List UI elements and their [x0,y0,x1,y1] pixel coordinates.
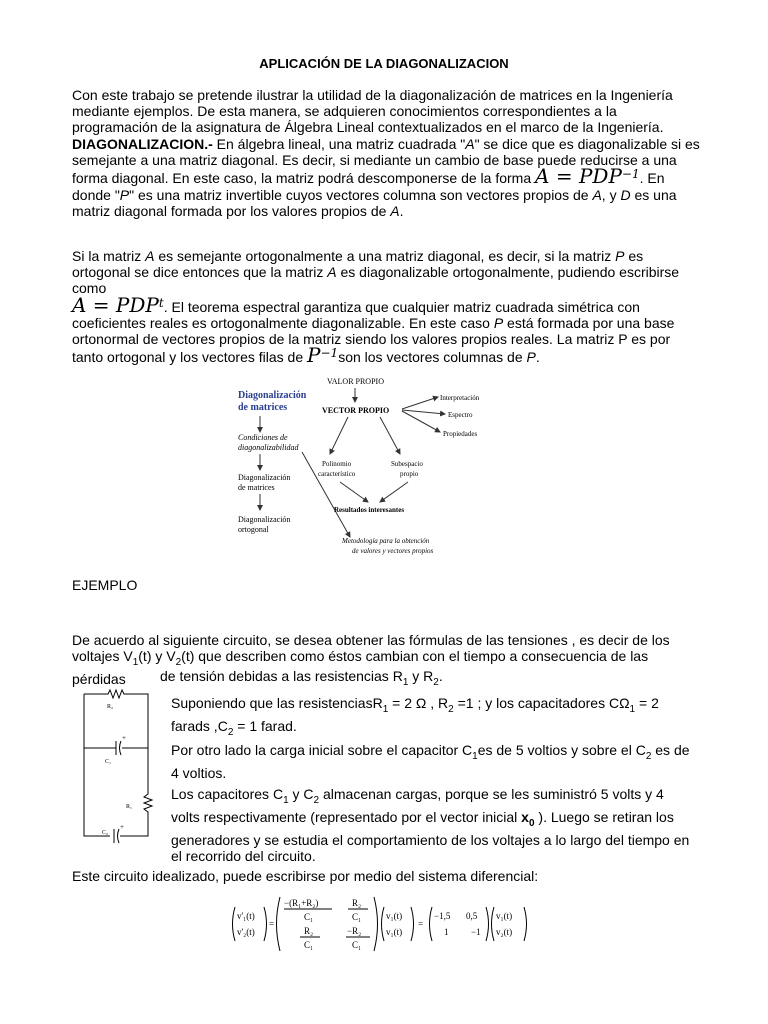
formula-pdp-inverse: $A = PDP^{-1}$ [535,164,640,189]
side-sub-4: 2 [227,726,234,738]
circ-sub-1: 1 [132,657,139,668]
eq-w1: v₁(t) [496,911,513,921]
definition-term: DIAGONALIZACION.- [72,136,213,152]
eq-n12: 0,5 [466,911,478,921]
circuit-label-r2: R₂ [107,704,114,710]
diagram-cond-1: Condiciones de [238,433,288,442]
side-paragraph-3 [171,786,696,864]
diagram-valor-propio: VALOR PROPIO [327,377,384,386]
side-vector-x: x [521,809,529,825]
diagram-propiedades: Propiedades [443,430,478,438]
eq-m21-num: R₂ [304,926,314,936]
eq-equals-1: = [269,919,275,929]
def-text-2: " se dice que es diagonalizable si es semejante a una matriz diagonal. Es decir, si mediante un cambio de base puede reducirse a una forma diagonal. En este caso, la matriz podrá descomponerse de la forma [72,136,700,187]
def-text-3: . En donde " [72,170,665,203]
formula-p-inverse: $P^{-1}$ [307,343,339,368]
orthogonal-paragraph [72,248,702,368]
ortho-var-a: A [145,248,155,264]
side-sub-1: 1 [382,703,389,715]
ortho-text-4: es diagonalizable ortogonalmente, pudiendo escribirse como [72,264,680,297]
system-intro: Este circuito idealizado, puede escribirse por medio del sistema diferencial: [72,868,539,884]
def-var-p: P [119,186,130,203]
side-sub-8: 2 [313,794,320,806]
side-text-2a: Por otro lado la carga inicial sobre el capacitor C [171,742,473,758]
ortho-var-p-3: P [526,349,536,366]
eq-m21-den: C₁ [304,940,314,950]
eq-n11: −1,5 [434,911,451,921]
diagram-orto-1: Diagonalización [238,515,291,524]
side-vector-x0: 0 [528,817,535,829]
side-text-1b: = 2 Ω , R [388,695,449,711]
eq-v1: v₁(t) [386,911,403,921]
def-var-a: A [465,136,475,152]
differential-system-equation [228,893,533,955]
side-text-1c: =1 ; y los capacitadores CΩ [453,695,630,711]
ejemplo-heading: EJEMPLO [72,577,138,593]
ortho-text-7: son los vectores columnas de [338,349,527,366]
side-sub-3: 1 [629,703,636,715]
diagram-left-title-2: de matrices [238,402,288,413]
ortho-text-1: Si la matriz [72,248,146,264]
eq-m12-den: C₁ [352,912,362,922]
eq-n21: 1 [444,927,449,937]
side-sub-5: 1 [472,750,478,762]
side-text-3a: Los capacitores C [171,786,284,802]
circuit-plus-2: + [120,823,124,831]
diagram-poli-1: Polinomio [322,460,352,468]
def-text-1: En álgebra lineal, una matriz cuadrada " [212,136,466,152]
eq-m22-den: C₁ [352,940,362,950]
side-text-1e: = 1 farad. [233,718,297,734]
circ-intro-text-1: De acuerdo al siguiente circuito, se desea obtener las fórmulas de las tensiones , es decir de los voltajes V [72,632,670,665]
definition-paragraph [72,136,702,219]
side-text-1a: Suponiendo que las resistenciasR [171,695,383,711]
circ-intro-text-6: . [438,668,443,684]
eq-m11-den: C₁ [304,912,314,922]
eq-v1-prime: v'₁(t) [237,911,255,921]
side-text-3b: y C [288,786,314,802]
side-paragraph-1 [171,695,691,741]
diagram-poli-2: característico [318,470,356,478]
eq-equals-2: = [418,919,424,929]
side-paragraph-2 [171,742,691,781]
intro-paragraph: Con este trabajo se pretende ilustrar la utilidad de la diagonalización de matrices en la Ingeniería mediante ejemplos. De esta manera, se adquieren conocimientos correspondientes a la programación de la asignatura de Álgebra Lineal contextualizados en el marco de la Ingeniería. [72,87,673,136]
side-sub-7: 1 [283,794,289,806]
def-var-a-3: A [390,202,400,219]
eq-m22-num: −R₂ [347,926,362,936]
circ-intro-text-2: (t) y V [138,648,176,665]
ortho-text-2: es semejante ortogonalmente a una matriz diagonal, es decir, si la matriz [154,248,616,264]
ortho-text-5: . El teorema espectral garantiza que cualquier matriz cuadrada simétrica con coeficientes reales es ortogonalmente diagonalizable. En este caso [72,298,640,331]
diagram-orto-2: ortogonal [238,525,269,534]
ortho-var-p-2: P [493,314,504,331]
circ-intro-text-4: de tensión debidas a las resistencias R [160,668,403,684]
side-text-3c: almacenan cargas, porque se les suministró 5 volts y 4 volts respectivamente (representado por el vector inicial [171,786,664,825]
ortho-var-p: P [615,248,625,264]
eq-w2: v₂(t) [496,927,513,937]
def-text-5: , y [601,186,621,203]
circuit-schematic [78,686,160,844]
ortho-var-a-2: A [327,264,337,281]
diagram-resultados: Resultados interesantes [334,506,405,514]
def-var-a-2: A [592,186,602,203]
diagram-sub-1: Subespacio [391,460,423,468]
concept-map-diagram [230,372,530,562]
ortho-text-8: . [535,349,540,366]
circuit-label-r1: R₁ [126,804,133,810]
diagram-diag-1: Diagonalización [238,473,291,482]
circuit-intro-line-3 [160,668,660,691]
circ-sub-4: 2 [433,676,439,688]
circuit-label-c1: C₁ [105,759,112,765]
circ-intro-text-5: y R [408,668,434,684]
circuit-label-c2: C₂ [102,830,109,836]
ortho-text-6: está formada por una base ortonormal de vectores propios de la matriz siendo los valores propios reales. La matriz P es por tanto ortogonal y los vectores filas de [72,314,675,366]
circuit-plus-1: + [122,734,126,742]
diagram-cond-2: diagonalizabilidad [238,443,299,452]
diagram-vector-propio: VECTOR PROPIO [322,406,390,415]
def-text-7: . [399,202,404,219]
circ-sub-3: 1 [402,676,409,688]
circ-sub-2: 2 [175,657,182,668]
eq-v2-prime: v'₂(t) [237,927,255,937]
def-var-d: D [620,186,631,203]
side-text-1d: = 2 farads ,C [171,695,659,734]
eq-v2: v₁(t) [386,927,403,937]
diagram-diag-2: de matrices [238,483,275,492]
diagram-sub-2: propio [400,470,419,478]
diagram-interpretacion: Interpretación [440,394,480,402]
diagram-meto-1: Metodología para la obtención [342,537,430,545]
def-text-6: es una matriz diagonal formada por los valores propios de [72,186,677,219]
side-text-2b: es de 5 voltios y sobre el C [477,742,646,758]
side-text-3d: ). Luego se retiran los generadores y se estudia el comportamiento de los voltajes a lo largo del tiempo en el recorrido del circuito. [171,809,690,865]
page-title: APLICACIÓN DE LA DIAGONALIZACION [259,56,509,71]
eq-m12-num: R₂ [352,898,362,908]
diagram-left-title-1: Diagonalización [238,390,307,401]
def-text-4: " es una matriz invertible cuyos vectores columna son vectores propios de [129,186,593,203]
side-sub-6: 2 [645,750,652,762]
side-text-2c: es de 4 voltios. [171,742,690,781]
side-sub-2: 2 [448,703,454,715]
eq-n22: −1 [471,927,481,937]
diagram-espectro: Espectro [448,411,473,419]
diagram-meto-2: de valores y vectores propios [352,547,434,555]
ortho-text-3: es ortogonal se dice entonces que la matriz [72,248,644,281]
eq-m11-num: −(R₁+R₂) [284,898,319,908]
circ-intro-text-3: (t) que describen como éstos cambian con el tiempo a consecuencia de las pérdidas [72,648,649,688]
formula-pdp-transpose: $A = PDP^t$ [72,292,164,317]
